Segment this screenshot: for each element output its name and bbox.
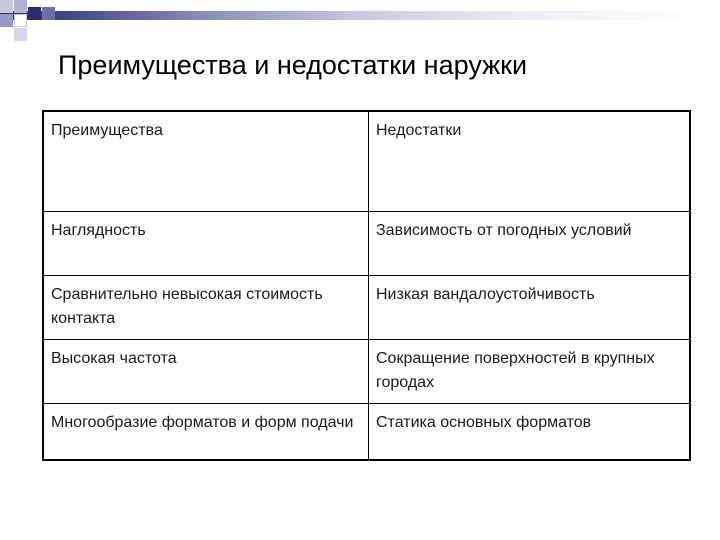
advantage-cell: Сравнительно невысокая стоимость контакта bbox=[43, 276, 369, 340]
decorative-square bbox=[28, 7, 41, 20]
advantage-cell: Многообразие форматов и форм подачи bbox=[43, 404, 369, 461]
disadvantage-cell: Низкая вандалоустойчивость bbox=[369, 276, 691, 340]
disadvantage-cell: Статика основных форматов bbox=[369, 404, 691, 461]
comparison-table bbox=[42, 110, 691, 461]
decorative-header-bar bbox=[0, 11, 720, 20]
slide-title: Преимущества и недостатки наружки bbox=[58, 50, 528, 80]
header-cell-advantages: Преимущества bbox=[43, 111, 369, 212]
table-header-row bbox=[43, 111, 690, 212]
table-row bbox=[43, 340, 690, 404]
disadvantage-cell: Зависимость от погодных условий bbox=[369, 212, 691, 276]
disadvantage-cell: Сокращение поверхностей в крупных городах bbox=[369, 340, 691, 404]
decorative-square bbox=[0, 14, 13, 27]
header-cell-disadvantages: Недостатки bbox=[369, 111, 691, 212]
decorative-square bbox=[42, 7, 55, 20]
table-row bbox=[43, 404, 690, 461]
decorative-square bbox=[14, 14, 27, 27]
table-row bbox=[43, 212, 690, 276]
advantage-cell: Наглядность bbox=[43, 212, 369, 276]
decorative-square bbox=[0, 0, 13, 13]
advantage-cell: Высокая частота bbox=[43, 340, 369, 404]
decorative-square bbox=[14, 28, 27, 41]
table-row bbox=[43, 276, 690, 340]
decorative-square bbox=[14, 0, 27, 13]
